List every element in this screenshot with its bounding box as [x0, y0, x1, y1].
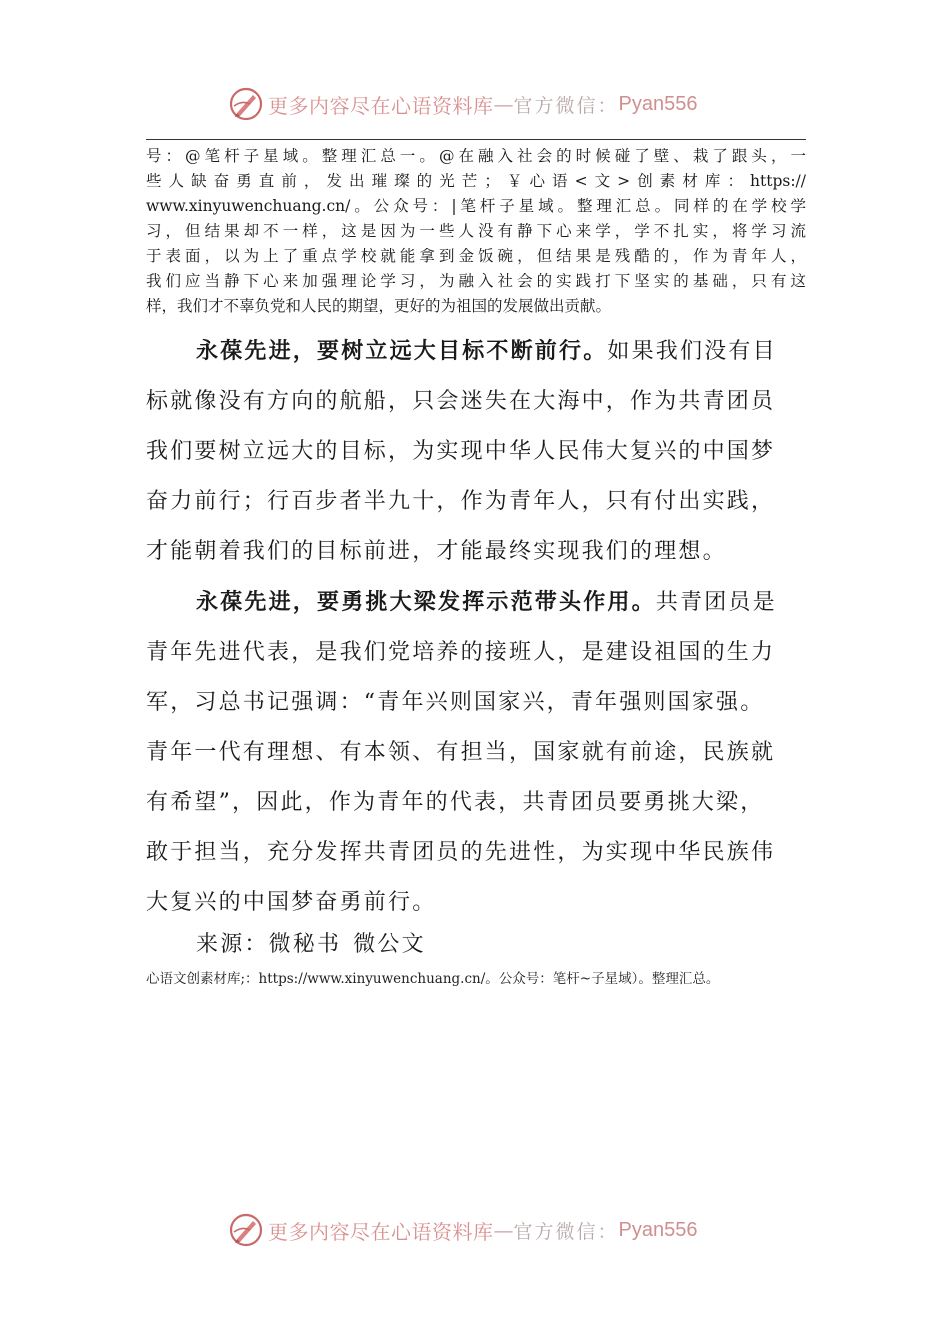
banner-wechat-id: Pyan556 — [618, 92, 698, 115]
source-label: 来源： — [196, 932, 269, 957]
intro-line: 样，我们才不辜负党和人民的期望，更好的为祖国的发展做出贡献。 — [146, 297, 612, 315]
paragraph-1-heading: 永葆先进，要树立远大目标不断前行。 — [196, 338, 608, 364]
paragraph-1-first-line — [146, 326, 808, 377]
header-banner — [228, 84, 728, 124]
paragraph-2-first-rest: 共青团员是 — [655, 590, 777, 615]
footer-banner — [228, 1210, 728, 1250]
source-item-2: 微公文 — [353, 932, 426, 957]
paragraph-1-first-rest: 如果我们没有目 — [607, 339, 777, 364]
pen-logo-icon — [228, 1212, 264, 1248]
banner-wechat-id: Pyan556 — [618, 1218, 698, 1241]
paragraph-2-first-line — [146, 577, 808, 628]
banner-main-text: 更多内容尽在心语资料库 — [268, 1219, 494, 1244]
paragraph-2-line: 青年一代有理想、有本领、有担当，国家就有前途，民族就 — [146, 740, 776, 765]
footnote: 心语文创素材库;：https://www.xinyuwenchuang.cn/。公众号：笔杆~子星域）。整理汇总。 — [146, 971, 720, 987]
banner-separator: — — [493, 1218, 514, 1242]
paragraph-2-line: 青年先进代表，是我们党培养的接班人，是建设祖国的生力 — [146, 640, 776, 665]
source-line — [196, 920, 426, 970]
intro-line: 习，但结果却不一样，这是因为一些人没有静下心来学，学不扎实，将学习流 — [146, 222, 806, 240]
banner-main-text: 更多内容尽在心语资料库 — [268, 93, 494, 118]
source-item-1: 微秘书 — [268, 932, 342, 957]
paragraph-2-heading: 永葆先进，要勇挑大梁发挥示范带头作用。 — [196, 589, 656, 615]
paragraph-1-line: 才能朝着我们的目标前进，才能最终实现我们的理想。 — [146, 539, 727, 564]
intro-line: www.xinyuwenchuang.cn/。公众号：|笔杆子星域。整理汇总。同样的在学校学 — [146, 197, 806, 215]
banner-wechat-label: 官方微信： — [513, 1220, 619, 1243]
pen-logo-icon — [228, 86, 264, 122]
intro-line: 于表面，以为上了重点学校就能拿到金饭碗，但结果是残酷的，作为青年人， — [146, 247, 806, 265]
intro-line: 号：@笔杆子星域。整理汇总一。@在融入社会的时候碰了壁、栽了跟头，一 — [146, 147, 806, 165]
paragraph-1-line: 标就像没有方向的航船，只会迷失在大海中，作为共青团员 — [146, 389, 776, 414]
main-body — [146, 326, 808, 928]
intro-line: 些人缺奋勇直前，发出璀璨的光芒；￥心语<文>创素材库：https:// — [146, 172, 806, 190]
banner-wechat-label: 官方微信： — [513, 94, 619, 117]
paragraph-1-line: 我们要树立远大的目标，为实现中华人民伟大复兴的中国梦 — [146, 439, 776, 464]
banner-separator: — — [493, 92, 514, 116]
paragraph-2-line: 军，习总书记强调：“青年兴则国家兴，青年强则国家强。 — [146, 690, 765, 715]
intro-block — [146, 144, 806, 319]
paragraph-1-line: 奋力前行；行百步者半九十，作为青年人，只有付出实践， — [146, 489, 776, 514]
paragraph-2-line: 有希望”，因此，作为青年的代表，共青团员要勇挑大梁， — [146, 790, 765, 815]
paragraph-2-line: 敢于担当，充分发挥共青团员的先进性，为实现中华民族伟 — [146, 840, 776, 865]
paragraph-2-line: 大复兴的中国梦奋勇前行。 — [146, 890, 437, 915]
intro-line: 我们应当静下心来加强理论学习，为融入社会的实践打下坚实的基础，只有这 — [146, 272, 806, 290]
header-rule — [146, 139, 806, 140]
